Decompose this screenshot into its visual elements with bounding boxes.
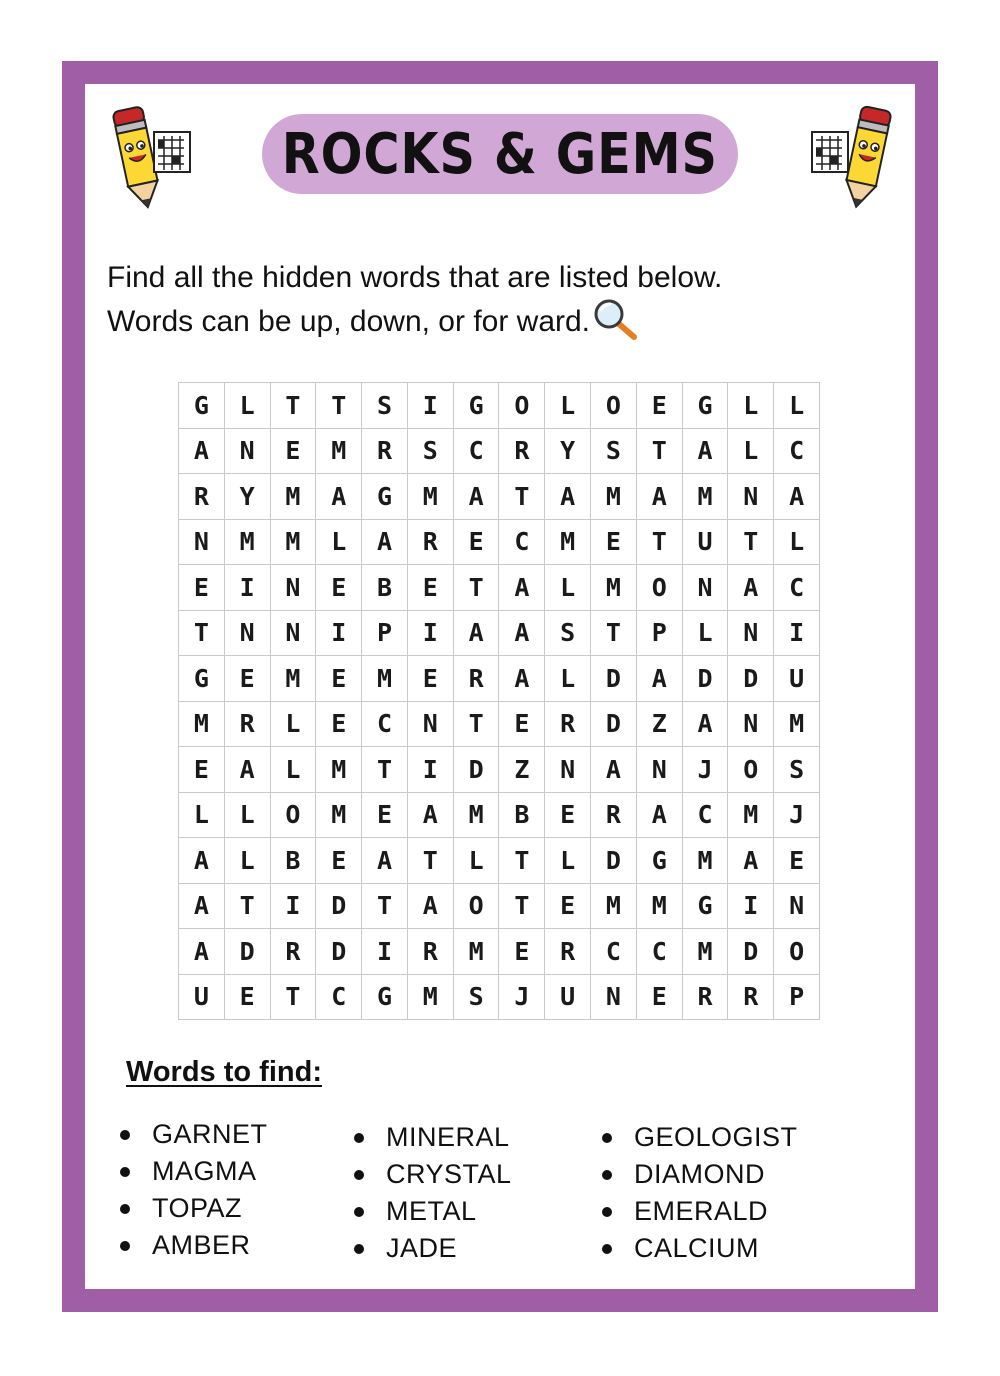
word-item: DIAMOND <box>602 1156 798 1193</box>
grid-cell[interactable]: A <box>179 884 225 930</box>
grid-cell[interactable]: C <box>316 975 362 1021</box>
grid-cell[interactable]: A <box>454 474 500 520</box>
grid-cell[interactable]: M <box>774 702 820 748</box>
word-item: EMERALD <box>602 1193 798 1230</box>
grid-cell[interactable]: R <box>408 520 454 566</box>
grid-cell[interactable]: R <box>683 975 729 1021</box>
grid-cell[interactable]: L <box>316 520 362 566</box>
grid-cell[interactable]: M <box>408 975 454 1021</box>
grid-cell[interactable]: O <box>499 383 545 429</box>
grid-cell[interactable]: G <box>683 884 729 930</box>
grid-cell[interactable]: I <box>408 611 454 657</box>
grid-cell[interactable]: E <box>499 929 545 975</box>
grid-cell[interactable]: U <box>774 656 820 702</box>
grid-cell[interactable]: G <box>362 474 408 520</box>
grid-cell[interactable]: L <box>454 838 500 884</box>
grid-cell[interactable]: Y <box>225 474 271 520</box>
grid-cell[interactable]: T <box>591 611 637 657</box>
grid-cell[interactable]: S <box>362 383 408 429</box>
grid-cell[interactable]: N <box>408 702 454 748</box>
magnifying-glass-icon <box>592 297 638 341</box>
grid-cell[interactable]: I <box>408 747 454 793</box>
grid-cell[interactable]: D <box>683 656 729 702</box>
grid-cell[interactable]: A <box>179 838 225 884</box>
grid-cell[interactable]: C <box>591 929 637 975</box>
grid-cell[interactable]: L <box>728 429 774 475</box>
grid-cell[interactable]: T <box>179 611 225 657</box>
instructions-line-2: Words can be up, down, or for ward. <box>107 305 591 338</box>
grid-cell[interactable]: L <box>225 838 271 884</box>
grid-cell[interactable]: P <box>637 611 683 657</box>
grid-cell[interactable]: A <box>362 838 408 884</box>
grid-cell[interactable]: O <box>774 929 820 975</box>
grid-cell[interactable]: M <box>683 929 729 975</box>
grid-cell[interactable]: R <box>728 975 774 1021</box>
grid-cell[interactable]: L <box>225 793 271 839</box>
grid-cell[interactable]: R <box>545 702 591 748</box>
grid-cell[interactable]: I <box>316 611 362 657</box>
grid-cell[interactable]: M <box>225 520 271 566</box>
grid-cell[interactable]: E <box>637 383 683 429</box>
grid-cell[interactable]: L <box>545 838 591 884</box>
grid-cell[interactable]: N <box>728 474 774 520</box>
grid-cell[interactable]: E <box>179 747 225 793</box>
words-heading: Words to find: <box>126 1056 322 1088</box>
grid-cell[interactable]: M <box>271 656 317 702</box>
grid-cell[interactable]: M <box>591 565 637 611</box>
instructions-line-2-wrap <box>107 300 887 345</box>
grid-cell[interactable]: E <box>545 884 591 930</box>
grid-cell[interactable]: D <box>591 702 637 748</box>
grid-cell[interactable]: N <box>179 520 225 566</box>
grid-cell[interactable]: L <box>545 383 591 429</box>
word-item: METAL <box>354 1193 512 1230</box>
grid-cell[interactable]: E <box>499 702 545 748</box>
pencil-mascot-icon <box>98 96 198 216</box>
grid-cell[interactable]: O <box>591 383 637 429</box>
grid-cell[interactable]: T <box>316 383 362 429</box>
instructions-line-1: Find all the hidden words that are listed below. <box>107 261 723 294</box>
grid-cell[interactable]: A <box>774 474 820 520</box>
grid-cell[interactable]: Z <box>637 702 683 748</box>
grid-cell[interactable]: L <box>728 383 774 429</box>
grid-cell[interactable]: P <box>362 611 408 657</box>
grid-cell[interactable]: I <box>408 383 454 429</box>
grid-cell[interactable]: C <box>774 565 820 611</box>
grid-cell[interactable]: T <box>362 884 408 930</box>
grid-cell[interactable]: M <box>454 793 500 839</box>
grid-cell[interactable]: D <box>225 929 271 975</box>
grid-cell[interactable]: A <box>683 702 729 748</box>
grid-cell[interactable]: G <box>637 838 683 884</box>
grid-cell[interactable]: I <box>271 884 317 930</box>
grid-cell[interactable]: U <box>179 975 225 1021</box>
grid-cell[interactable]: M <box>728 793 774 839</box>
grid-cell[interactable]: D <box>728 929 774 975</box>
grid-cell[interactable]: R <box>499 429 545 475</box>
grid-cell[interactable]: B <box>499 793 545 839</box>
grid-cell[interactable]: L <box>271 747 317 793</box>
grid-cell[interactable]: N <box>683 565 729 611</box>
grid-cell[interactable]: R <box>225 702 271 748</box>
grid-cell[interactable]: N <box>728 702 774 748</box>
grid-cell[interactable]: E <box>591 520 637 566</box>
grid-cell[interactable]: S <box>454 975 500 1021</box>
grid-cell[interactable]: N <box>271 565 317 611</box>
grid-cell[interactable]: E <box>774 838 820 884</box>
word-item: MAGMA <box>120 1153 268 1190</box>
grid-cell[interactable]: S <box>545 611 591 657</box>
grid-cell[interactable]: A <box>728 838 774 884</box>
grid-cell[interactable]: A <box>499 656 545 702</box>
grid-cell[interactable]: D <box>591 838 637 884</box>
grid-cell[interactable]: E <box>454 520 500 566</box>
grid-cell[interactable]: D <box>454 747 500 793</box>
grid-cell[interactable]: A <box>683 429 729 475</box>
grid-cell[interactable]: E <box>225 656 271 702</box>
word-item: AMBER <box>120 1227 268 1264</box>
grid-cell[interactable]: T <box>362 747 408 793</box>
grid-cell[interactable]: R <box>271 929 317 975</box>
grid-cell[interactable]: M <box>179 702 225 748</box>
grid-cell[interactable]: S <box>774 747 820 793</box>
grid-cell[interactable]: O <box>637 565 683 611</box>
grid-cell[interactable]: E <box>179 565 225 611</box>
grid-cell[interactable]: E <box>637 975 683 1021</box>
grid-cell[interactable]: M <box>683 838 729 884</box>
grid-cell[interactable]: T <box>454 565 500 611</box>
grid-cell[interactable]: T <box>728 520 774 566</box>
grid-cell[interactable]: E <box>362 793 408 839</box>
grid-cell[interactable]: E <box>408 656 454 702</box>
grid-cell[interactable]: C <box>499 520 545 566</box>
grid-cell[interactable]: M <box>316 747 362 793</box>
grid-cell[interactable]: M <box>591 474 637 520</box>
grid-cell[interactable]: N <box>225 429 271 475</box>
grid-cell[interactable]: J <box>774 793 820 839</box>
grid-cell[interactable]: U <box>683 520 729 566</box>
grid-cell[interactable]: G <box>454 383 500 429</box>
grid-cell[interactable]: J <box>683 747 729 793</box>
grid-cell[interactable]: A <box>179 929 225 975</box>
word-item: TOPAZ <box>120 1190 268 1227</box>
grid-cell[interactable]: T <box>499 474 545 520</box>
word-list-column-3 <box>602 1119 798 1267</box>
grid-cell[interactable]: L <box>683 611 729 657</box>
page-title: ROCKS & GEMS <box>281 121 719 187</box>
grid-cell[interactable]: A <box>316 474 362 520</box>
grid-cell[interactable]: N <box>225 611 271 657</box>
grid-cell[interactable]: D <box>316 884 362 930</box>
grid-cell[interactable]: G <box>179 656 225 702</box>
grid-cell[interactable]: A <box>728 565 774 611</box>
grid-cell[interactable]: R <box>408 929 454 975</box>
grid-cell[interactable]: T <box>225 884 271 930</box>
grid-cell[interactable]: M <box>271 474 317 520</box>
grid-cell[interactable]: R <box>454 656 500 702</box>
grid-cell[interactable]: T <box>271 975 317 1021</box>
word-item: JADE <box>354 1230 512 1267</box>
grid-cell[interactable]: S <box>591 429 637 475</box>
grid-cell[interactable]: A <box>591 747 637 793</box>
grid-cell[interactable]: E <box>316 565 362 611</box>
grid-cell[interactable]: E <box>316 656 362 702</box>
grid-cell[interactable]: E <box>545 793 591 839</box>
grid-cell[interactable]: M <box>683 474 729 520</box>
grid-cell[interactable]: A <box>408 793 454 839</box>
grid-cell[interactable]: I <box>225 565 271 611</box>
word-item: CRYSTAL <box>354 1156 512 1193</box>
grid-cell[interactable]: L <box>545 565 591 611</box>
grid-cell[interactable]: T <box>499 838 545 884</box>
grid-cell[interactable]: A <box>545 474 591 520</box>
grid-cell[interactable]: S <box>408 429 454 475</box>
grid-cell[interactable]: T <box>408 838 454 884</box>
grid-cell[interactable]: A <box>225 747 271 793</box>
word-list-column-2 <box>354 1119 512 1267</box>
grid-cell[interactable]: D <box>316 929 362 975</box>
grid-cell[interactable]: I <box>362 929 408 975</box>
word-item: GARNET <box>120 1116 268 1153</box>
grid-cell[interactable]: C <box>774 429 820 475</box>
grid-cell[interactable]: A <box>637 474 683 520</box>
grid-cell[interactable]: T <box>454 702 500 748</box>
pencil-mascot-icon <box>806 96 906 216</box>
grid-cell[interactable]: L <box>774 383 820 429</box>
grid-cell[interactable]: M <box>637 884 683 930</box>
grid-cell[interactable]: I <box>728 884 774 930</box>
grid-cell[interactable]: U <box>545 975 591 1021</box>
grid-cell[interactable]: G <box>362 975 408 1021</box>
grid-cell[interactable]: N <box>271 611 317 657</box>
grid-cell[interactable]: R <box>362 429 408 475</box>
grid-cell[interactable]: A <box>637 656 683 702</box>
grid-cell[interactable]: C <box>454 429 500 475</box>
grid-cell[interactable]: O <box>728 747 774 793</box>
grid-cell[interactable]: M <box>591 884 637 930</box>
grid-cell[interactable]: Y <box>545 429 591 475</box>
grid-cell[interactable]: M <box>271 520 317 566</box>
grid-cell[interactable]: M <box>316 793 362 839</box>
grid-cell[interactable]: R <box>591 793 637 839</box>
grid-cell[interactable]: T <box>271 383 317 429</box>
grid-cell[interactable]: L <box>774 520 820 566</box>
word-list-column-1 <box>120 1116 268 1264</box>
grid-cell[interactable]: R <box>179 474 225 520</box>
grid-cell[interactable]: T <box>637 429 683 475</box>
grid-cell[interactable]: A <box>179 429 225 475</box>
grid-cell[interactable]: M <box>454 929 500 975</box>
grid-cell[interactable]: N <box>637 747 683 793</box>
grid-cell[interactable]: J <box>499 975 545 1021</box>
grid-cell[interactable]: E <box>225 975 271 1021</box>
grid-cell[interactable]: Z <box>499 747 545 793</box>
grid-cell[interactable]: D <box>728 656 774 702</box>
instructions <box>107 256 887 345</box>
grid-cell[interactable]: L <box>271 702 317 748</box>
grid-cell[interactable]: B <box>362 565 408 611</box>
grid-cell[interactable]: N <box>591 975 637 1021</box>
grid-cell[interactable]: C <box>362 702 408 748</box>
grid-cell[interactable]: M <box>545 520 591 566</box>
grid-cell[interactable]: A <box>454 611 500 657</box>
grid-cell[interactable]: C <box>637 929 683 975</box>
grid-cell[interactable]: B <box>271 838 317 884</box>
word-search-grid <box>178 382 820 1020</box>
grid-cell[interactable]: E <box>271 429 317 475</box>
grid-cell[interactable]: E <box>316 702 362 748</box>
grid-cell[interactable]: L <box>545 656 591 702</box>
grid-cell[interactable]: C <box>683 793 729 839</box>
grid-cell[interactable]: N <box>728 611 774 657</box>
word-item: MINERAL <box>354 1119 512 1156</box>
grid-cell[interactable]: O <box>454 884 500 930</box>
title-banner <box>262 114 738 194</box>
grid-cell[interactable]: A <box>499 565 545 611</box>
grid-cell[interactable]: E <box>316 838 362 884</box>
grid-cell[interactable]: D <box>591 656 637 702</box>
grid-cell[interactable]: I <box>774 611 820 657</box>
grid-cell[interactable]: L <box>179 793 225 839</box>
grid-cell[interactable]: R <box>545 929 591 975</box>
grid-cell[interactable]: M <box>408 474 454 520</box>
grid-cell[interactable]: G <box>179 383 225 429</box>
grid-cell[interactable]: N <box>545 747 591 793</box>
grid-cell[interactable]: A <box>637 793 683 839</box>
grid-cell[interactable]: A <box>362 520 408 566</box>
grid-cell[interactable]: G <box>683 383 729 429</box>
grid-cell[interactable]: E <box>408 565 454 611</box>
grid-cell[interactable]: O <box>271 793 317 839</box>
grid-cell[interactable]: P <box>774 975 820 1021</box>
grid-cell[interactable]: N <box>774 884 820 930</box>
grid-cell[interactable]: A <box>499 611 545 657</box>
grid-cell[interactable]: T <box>499 884 545 930</box>
grid-cell[interactable]: L <box>225 383 271 429</box>
grid-cell[interactable]: M <box>362 656 408 702</box>
grid-cell[interactable]: M <box>316 429 362 475</box>
grid-cell[interactable]: A <box>408 884 454 930</box>
word-item: CALCIUM <box>602 1230 798 1267</box>
word-item: GEOLOGIST <box>602 1119 798 1156</box>
grid-cell[interactable]: T <box>637 520 683 566</box>
